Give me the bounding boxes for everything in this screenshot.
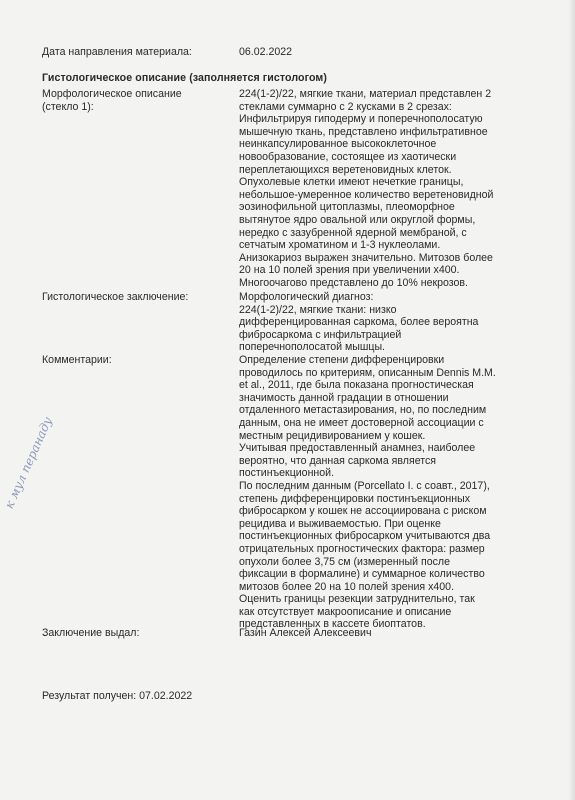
comments-line: отдаленного метастазирования, но, по последним (239, 404, 487, 417)
issued-by-label: Заключение выдал: (42, 627, 140, 639)
section-title: Гистологическое описание (заполняется гистологом) (42, 72, 327, 84)
comments-line: местным рецидивированием у кошек. (239, 429, 426, 442)
comments-line: фибросарком у кошек не ассоциирована с риском (239, 505, 487, 518)
conclusion-line: Морфологический диагноз: (239, 291, 374, 303)
morph-description-line: Анизокариоз выражен значительно. Митозов более (239, 251, 493, 264)
morph-description-line: стеклами суммарно с 2 кусками в 2 срезах: (239, 100, 452, 113)
morph-description-line: 224(1-2)/22, мягкие ткани, материал представлен 2 (239, 88, 492, 100)
date-sent-value: 06.02.2022 (239, 46, 293, 58)
comments-line: рецидива и выживаемостью. При оценке (239, 517, 441, 530)
comments-line: как отсутствует макроописание и описание (239, 605, 452, 618)
comments-line: et al., 2011, где была показана прогностическая (239, 379, 474, 392)
morph-description-line: нередко с зазубренной ядерной мембраной, с (239, 226, 467, 239)
morph-description-line: неинкапсулированное высококлеточное (239, 138, 437, 151)
conclusion-line: поперечнополосатой мышцы. (239, 341, 385, 354)
morph-description-label: Морфологическое описание (стекло 1): (42, 88, 182, 113)
morph-description-line: 20 на 10 полей зрения при увеличении х400. (239, 264, 460, 277)
result-received: Результат получен: 07.02.2022 (42, 690, 193, 702)
conclusion-label: Гистологическое заключение: (42, 291, 189, 303)
comments-line: представленных в кассете биоптатов. (239, 618, 426, 631)
comments-line: значимость данной градации в отношении (239, 391, 449, 404)
comments-line: постинъекционной. (239, 467, 335, 480)
comments-label: Комментарии: (42, 354, 112, 366)
comments-line: Определение степени дифференцировки (239, 354, 445, 366)
morph-description-line: небольшое-умеренное количество веретеновидной (239, 188, 494, 201)
morph-description-line: Многоочагово представлено до 10% некрозов. (239, 276, 468, 289)
comments-line: данным, она не имеет достоверной ассоциации с (239, 416, 484, 429)
comments-line: митозов более 20 на 10 полей зрения х400. (239, 580, 455, 593)
morph-description-line: новообразование, состоящее из хаотически (239, 150, 457, 163)
scan-edge-shadow (569, 0, 575, 800)
comments-line: По последним данным (Porcellato I. с соавт., 2017), (239, 479, 490, 492)
morph-description-text (239, 88, 529, 290)
morph-description-line: Опухолевые клетки имеют нечеткие границы, (239, 176, 464, 189)
morph-description-line: эозинофильной цитоплазмы, плеоморфное (239, 201, 455, 214)
morph-description-line: сетчатым хроматином и 1-3 нуклеолами. (239, 239, 441, 252)
comments-line: опухоли более 3,75 см (измеренный после (239, 555, 450, 568)
comments-line: постинъекционных фибросарком учитываются два (239, 530, 491, 543)
handwritten-note: к мул перанаду (2, 414, 55, 511)
morph-description-line: Инфильтрируя гиподерму и поперечнополосатую (239, 113, 483, 126)
comments-line: фиксации в формалине) и суммарное количество (239, 568, 485, 581)
conclusion-text (239, 291, 529, 354)
conclusion-line: 224(1-2)/22, мягкие ткани: низко (239, 303, 397, 316)
comments-line: отрицательных прогностических фактора: размер (239, 542, 485, 555)
comments-line: вероятно, что данная саркома является (239, 454, 437, 467)
conclusion-line: фибросаркома с инфильтрацией (239, 328, 402, 341)
morph-description-line: мышечную ткань, представлено инфильтративное (239, 125, 488, 138)
comments-line: проводилось по критериям, описанным Dennis M.M. (239, 366, 496, 379)
comments-line: Оценить границы резекции затруднительно, так (239, 593, 475, 606)
comments-line: степень дифференцировки постинъекционных (239, 492, 470, 505)
date-sent-label: Дата направления материала: (42, 46, 192, 58)
morph-description-line: переплетающихся веретеновидных клеток. (239, 163, 452, 176)
conclusion-line: дифференцированная саркома, более вероятна (239, 316, 479, 329)
issued-by-value: Газин Алексей Алексеевич (239, 627, 372, 639)
morph-description-line: вытянутое ядро овальной или округлой формы, (239, 213, 476, 226)
comments-line: Учитывая предоставленный анамнез, наиболее (239, 442, 476, 455)
comments-text (239, 354, 529, 631)
